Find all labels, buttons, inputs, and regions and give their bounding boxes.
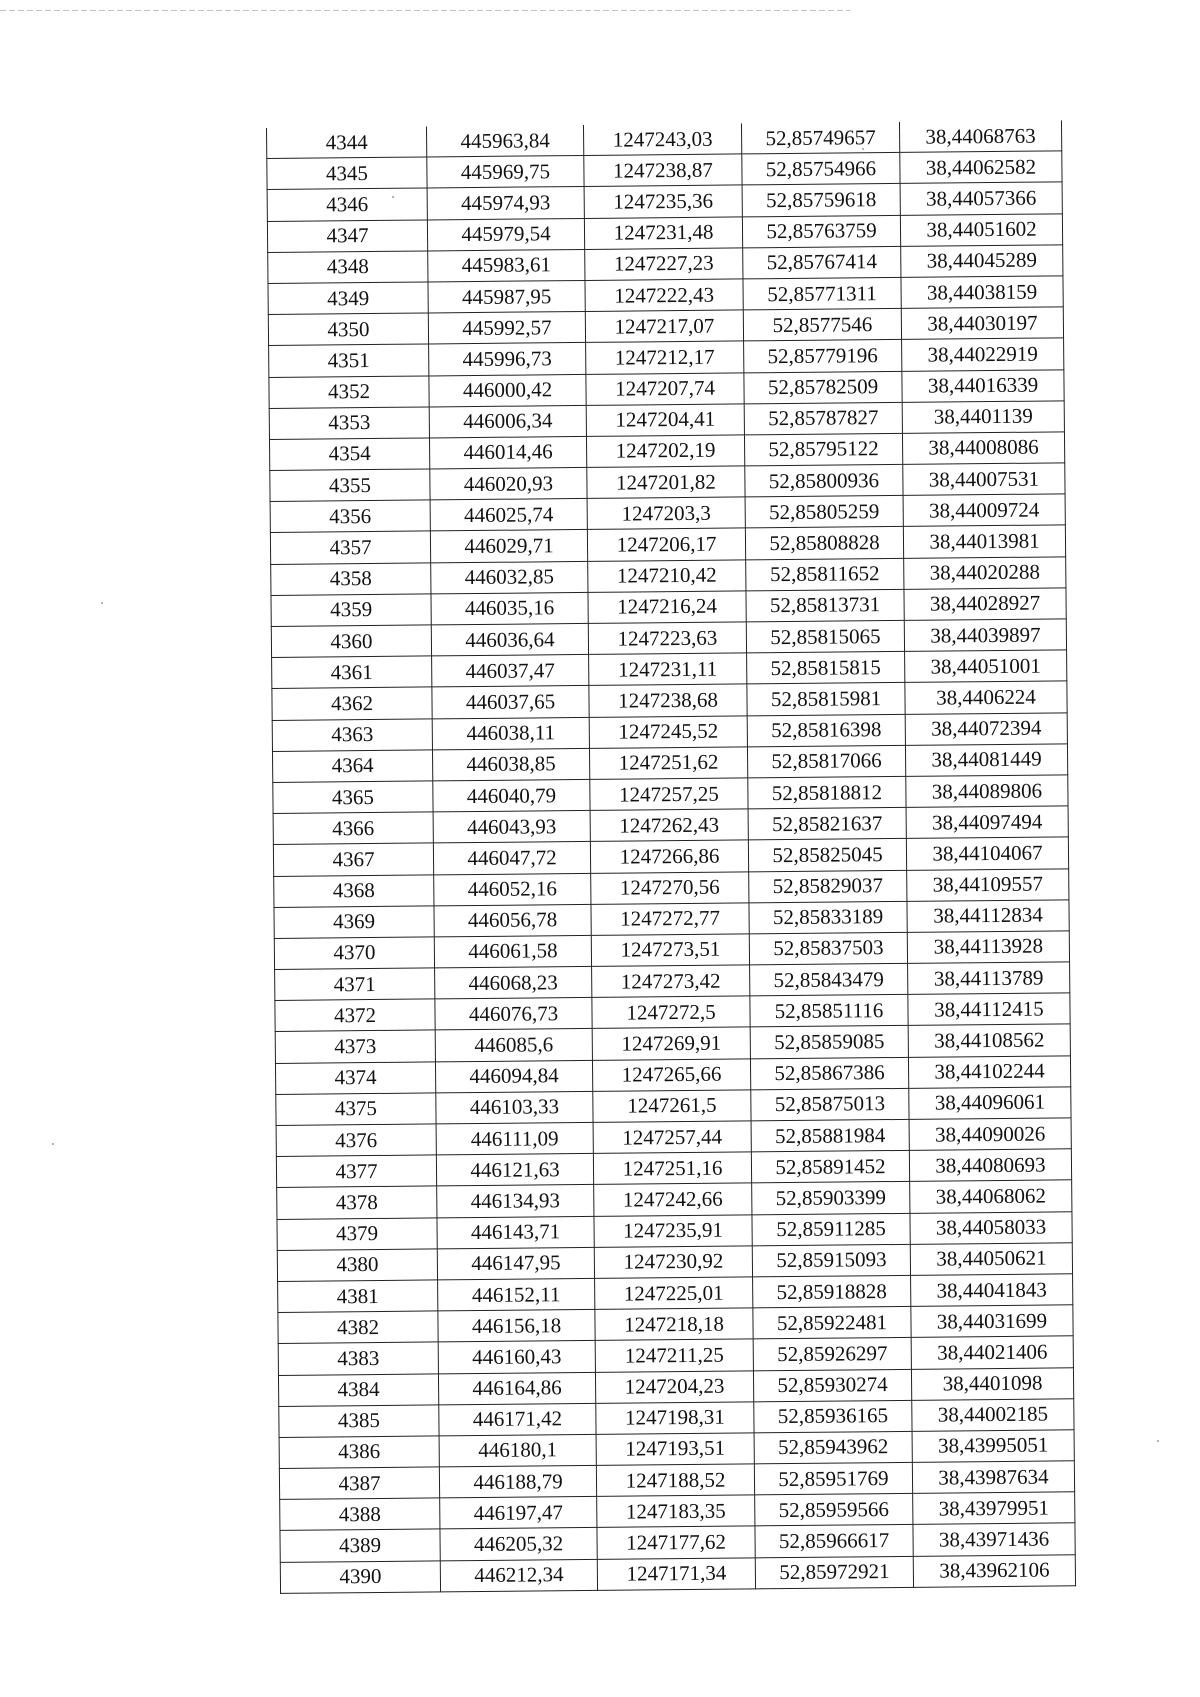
x-coordinate-cell: 446061,58 — [434, 935, 591, 968]
x-coordinate-cell: 445996,73 — [429, 343, 586, 376]
y-coordinate-cell: 1247251,62 — [589, 747, 747, 780]
point-number-cell: 4390 — [280, 1561, 440, 1594]
point-number-cell: 4348 — [268, 251, 428, 284]
latitude-cell: 52,85818812 — [748, 776, 906, 809]
y-coordinate-cell: 1247235,91 — [594, 1214, 752, 1247]
point-number-cell: 4355 — [270, 469, 430, 502]
longitude-cell: 38,44072394 — [905, 712, 1067, 745]
point-number-cell: 4380 — [277, 1249, 437, 1282]
y-coordinate-cell: 1247223,63 — [588, 622, 746, 655]
x-coordinate-cell: 446043,93 — [433, 811, 590, 844]
point-number-cell: 4352 — [269, 375, 429, 408]
longitude-cell: 38,44020288 — [904, 556, 1066, 589]
x-coordinate-cell: 446056,78 — [434, 904, 591, 937]
y-coordinate-cell: 1247242,66 — [594, 1183, 752, 1216]
y-coordinate-cell: 1247245,52 — [589, 715, 747, 748]
x-coordinate-cell: 446134,93 — [437, 1185, 594, 1218]
y-coordinate-cell: 1247270,56 — [591, 871, 749, 904]
y-coordinate-cell: 1247222,43 — [585, 279, 743, 312]
point-number-cell: 4387 — [279, 1467, 439, 1500]
x-coordinate-cell: 446111,09 — [436, 1122, 593, 1155]
latitude-cell: 52,85922481 — [753, 1306, 911, 1339]
x-coordinate-cell: 446040,79 — [433, 779, 590, 812]
point-number-cell: 4382 — [278, 1311, 438, 1344]
point-number-cell: 4381 — [278, 1280, 438, 1313]
y-coordinate-cell: 1247218,18 — [595, 1308, 753, 1341]
point-number-cell: 4363 — [272, 718, 432, 751]
x-coordinate-cell: 446121,63 — [436, 1154, 593, 1187]
point-number-cell: 4368 — [274, 874, 434, 907]
point-number-cell: 4365 — [273, 781, 433, 814]
point-number-cell: 4358 — [271, 563, 431, 596]
x-coordinate-cell: 445969,75 — [427, 156, 584, 189]
latitude-cell: 52,85936165 — [754, 1400, 912, 1433]
latitude-cell: 52,85787827 — [744, 402, 902, 435]
y-coordinate-cell: 1247227,23 — [585, 248, 743, 281]
x-coordinate-cell: 446152,11 — [438, 1278, 595, 1311]
y-coordinate-cell: 1247238,87 — [584, 154, 742, 187]
latitude-cell: 52,85903399 — [752, 1182, 910, 1215]
point-number-cell: 4378 — [277, 1186, 437, 1219]
latitude-cell: 52,85795122 — [744, 433, 902, 466]
longitude-cell: 38,44096061 — [909, 1087, 1071, 1120]
x-coordinate-cell: 446038,85 — [432, 748, 589, 781]
longitude-cell: 38,4401098 — [911, 1367, 1073, 1400]
longitude-cell: 38,44008086 — [902, 432, 1064, 465]
point-number-cell: 4377 — [276, 1155, 436, 1188]
longitude-cell: 38,44016339 — [902, 369, 1064, 402]
y-coordinate-cell: 1247217,07 — [585, 310, 743, 343]
y-coordinate-cell: 1247216,24 — [588, 591, 746, 624]
point-number-cell: 4374 — [275, 1062, 435, 1095]
longitude-cell: 38,44051602 — [900, 213, 1062, 246]
point-number-cell: 4351 — [269, 344, 429, 377]
y-coordinate-cell: 1247257,25 — [590, 778, 748, 811]
x-coordinate-cell: 446103,33 — [436, 1091, 593, 1124]
latitude-cell: 52,85859085 — [750, 1026, 908, 1059]
latitude-cell: 52,85759618 — [742, 184, 900, 217]
y-coordinate-cell: 1247257,44 — [593, 1121, 751, 1154]
longitude-cell: 38,44068763 — [899, 120, 1061, 152]
x-coordinate-cell: 445963,84 — [426, 125, 583, 157]
longitude-cell: 38,44007531 — [903, 463, 1065, 496]
longitude-cell: 38,44081449 — [905, 744, 1067, 777]
x-coordinate-cell: 446000,42 — [429, 374, 586, 407]
y-coordinate-cell: 1247266,86 — [590, 840, 748, 873]
point-number-cell: 4371 — [275, 968, 435, 1001]
point-number-cell: 4346 — [267, 188, 427, 221]
longitude-cell: 38,44068062 — [910, 1180, 1072, 1213]
point-number-cell: 4388 — [280, 1498, 440, 1531]
y-coordinate-cell: 1247243,03 — [583, 123, 741, 155]
y-coordinate-cell: 1247201,82 — [587, 466, 745, 499]
point-number-cell: 4361 — [272, 656, 432, 689]
longitude-cell: 38,44104067 — [906, 837, 1068, 870]
y-coordinate-cell: 1247204,23 — [595, 1370, 753, 1403]
longitude-cell: 38,44045289 — [901, 245, 1063, 278]
y-coordinate-cell: 1247238,68 — [589, 684, 747, 717]
latitude-cell: 52,85833189 — [749, 901, 907, 934]
x-coordinate-cell: 446068,23 — [435, 966, 592, 999]
x-coordinate-cell: 446143,71 — [437, 1216, 594, 1249]
point-number-cell: 4373 — [275, 1030, 435, 1063]
point-number-cell: 4357 — [270, 531, 430, 564]
x-coordinate-cell: 446029,71 — [430, 530, 587, 563]
point-number-cell: 4369 — [274, 906, 434, 939]
latitude-cell: 52,85815065 — [746, 620, 904, 653]
longitude-cell: 38,44057366 — [900, 182, 1062, 215]
latitude-cell: 52,85771311 — [743, 277, 901, 310]
latitude-cell: 52,85821637 — [748, 808, 906, 841]
point-number-cell: 4385 — [279, 1405, 439, 1438]
longitude-cell: 38,44031699 — [911, 1305, 1073, 1338]
latitude-cell: 52,85782509 — [744, 371, 902, 404]
latitude-cell: 52,85779196 — [744, 340, 902, 373]
point-number-cell: 4386 — [279, 1436, 439, 1469]
latitude-cell: 52,85754966 — [742, 153, 900, 186]
point-number-cell: 4372 — [275, 999, 435, 1032]
y-coordinate-cell: 1247230,92 — [594, 1246, 752, 1279]
y-coordinate-cell: 1247231,11 — [589, 653, 747, 686]
latitude-cell: 52,85805259 — [745, 496, 903, 529]
y-coordinate-cell: 1247198,31 — [596, 1402, 754, 1435]
longitude-cell: 38,43987634 — [912, 1461, 1074, 1494]
y-coordinate-cell: 1247251,16 — [593, 1152, 751, 1185]
latitude-cell: 52,85837503 — [749, 932, 907, 965]
latitude-cell: 52,85943962 — [754, 1431, 912, 1464]
point-number-cell: 4359 — [271, 594, 431, 627]
x-coordinate-cell: 446180,1 — [439, 1434, 596, 1467]
longitude-cell: 38,44009724 — [903, 494, 1065, 527]
longitude-cell: 38,44022919 — [902, 338, 1064, 371]
latitude-cell: 52,85813731 — [746, 589, 904, 622]
longitude-cell: 38,44102244 — [908, 1055, 1070, 1088]
y-coordinate-cell: 1247212,17 — [586, 341, 744, 374]
x-coordinate-cell: 446188,79 — [439, 1465, 596, 1498]
y-coordinate-cell: 1247171,34 — [597, 1557, 755, 1590]
latitude-cell: 52,85875013 — [751, 1088, 909, 1121]
longitude-cell: 38,44051001 — [905, 650, 1067, 683]
y-coordinate-cell: 1247265,66 — [592, 1059, 750, 1092]
x-coordinate-cell: 446212,34 — [440, 1559, 597, 1592]
longitude-cell: 38,44013981 — [903, 525, 1065, 558]
longitude-cell: 38,44058033 — [910, 1211, 1072, 1244]
longitude-cell: 38,44113928 — [907, 931, 1069, 964]
latitude-cell: 52,85816398 — [747, 714, 905, 747]
x-coordinate-cell: 446171,42 — [439, 1403, 596, 1436]
latitude-cell: 52,85763759 — [742, 215, 900, 248]
latitude-cell: 52,85930274 — [753, 1369, 911, 1402]
longitude-cell: 38,44002185 — [912, 1398, 1074, 1431]
longitude-cell: 38,43962106 — [913, 1554, 1075, 1587]
longitude-cell: 38,44050621 — [910, 1243, 1072, 1276]
x-coordinate-cell: 446025,74 — [430, 499, 587, 532]
x-coordinate-cell: 446006,34 — [429, 405, 586, 438]
longitude-cell: 38,44090026 — [909, 1118, 1071, 1151]
x-coordinate-cell: 446014,46 — [429, 436, 586, 469]
latitude-cell: 52,85767414 — [743, 246, 901, 279]
point-number-cell: 4370 — [274, 937, 434, 970]
x-coordinate-cell: 445992,57 — [428, 312, 585, 345]
point-number-cell: 4350 — [268, 313, 428, 346]
scan-edge-line — [0, 10, 850, 11]
point-number-cell: 4376 — [276, 1124, 436, 1157]
latitude-cell: 52,85911285 — [752, 1213, 910, 1246]
longitude-cell: 38,44021406 — [911, 1336, 1073, 1369]
longitude-cell: 38,44030197 — [901, 307, 1063, 340]
x-coordinate-cell: 446160,43 — [438, 1341, 595, 1374]
x-coordinate-cell: 446147,95 — [437, 1247, 594, 1280]
x-coordinate-cell: 446052,16 — [434, 873, 591, 906]
x-coordinate-cell: 446037,47 — [432, 655, 589, 688]
x-coordinate-cell: 446205,32 — [440, 1528, 597, 1561]
longitude-cell: 38,44039897 — [904, 619, 1066, 652]
latitude-cell: 52,85851116 — [750, 995, 908, 1028]
point-number-cell: 4344 — [266, 126, 426, 158]
point-number-cell: 4366 — [273, 812, 433, 845]
longitude-cell: 38,44097494 — [906, 806, 1068, 839]
point-number-cell: 4375 — [276, 1093, 436, 1126]
longitude-cell: 38,44080693 — [909, 1149, 1071, 1182]
scan-speck — [1157, 1440, 1159, 1442]
latitude-cell: 52,85843479 — [750, 963, 908, 996]
latitude-cell: 52,8577546 — [743, 309, 901, 342]
x-coordinate-cell: 446076,73 — [435, 998, 592, 1031]
coordinates-table — [266, 120, 1076, 1593]
y-coordinate-cell: 1247225,01 — [595, 1277, 753, 1310]
longitude-cell: 38,43995051 — [912, 1430, 1074, 1463]
longitude-cell: 38,4406224 — [905, 681, 1067, 714]
latitude-cell: 52,85811652 — [746, 558, 904, 591]
scan-speck — [52, 1143, 54, 1145]
x-coordinate-cell: 445974,93 — [427, 187, 584, 220]
longitude-cell: 38,44109557 — [907, 868, 1069, 901]
x-coordinate-cell: 446038,11 — [432, 717, 589, 750]
longitude-cell: 38,44062582 — [900, 151, 1062, 184]
x-coordinate-cell: 445979,54 — [427, 218, 584, 251]
x-coordinate-cell: 446032,85 — [431, 561, 588, 594]
y-coordinate-cell: 1247204,41 — [586, 404, 744, 437]
longitude-cell: 38,44028927 — [904, 588, 1066, 621]
y-coordinate-cell: 1247211,25 — [595, 1339, 753, 1372]
longitude-cell: 38,44113789 — [908, 962, 1070, 995]
y-coordinate-cell: 1247273,51 — [591, 934, 749, 967]
table-row — [280, 1554, 1075, 1593]
latitude-cell: 52,85918828 — [753, 1275, 911, 1308]
latitude-cell: 52,85808828 — [745, 527, 903, 560]
longitude-cell: 38,43971436 — [913, 1523, 1075, 1556]
x-coordinate-cell: 446085,6 — [435, 1029, 592, 1062]
point-number-cell: 4379 — [277, 1217, 437, 1250]
longitude-cell: 38,44089806 — [906, 775, 1068, 808]
y-coordinate-cell: 1247188,52 — [596, 1464, 754, 1497]
latitude-cell: 52,85951769 — [754, 1462, 912, 1495]
y-coordinate-cell: 1247177,62 — [597, 1526, 755, 1559]
x-coordinate-cell: 445987,95 — [428, 280, 585, 313]
x-coordinate-cell: 446035,16 — [431, 592, 588, 625]
point-number-cell: 4367 — [273, 843, 433, 876]
latitude-cell: 52,85829037 — [749, 870, 907, 903]
point-number-cell: 4347 — [267, 220, 427, 253]
longitude-cell: 38,44112834 — [907, 900, 1069, 933]
longitude-cell: 38,44108562 — [908, 1024, 1070, 1057]
point-number-cell: 4345 — [267, 157, 427, 190]
x-coordinate-cell: 445983,61 — [428, 249, 585, 282]
latitude-cell: 52,85926297 — [753, 1338, 911, 1371]
point-number-cell: 4356 — [270, 500, 430, 533]
latitude-cell: 52,85825045 — [748, 839, 906, 872]
y-coordinate-cell: 1247231,48 — [584, 216, 742, 249]
y-coordinate-cell: 1247235,36 — [584, 185, 742, 218]
longitude-cell: 38,4401139 — [902, 401, 1064, 434]
y-coordinate-cell: 1247202,19 — [586, 435, 744, 468]
longitude-cell: 38,44041843 — [911, 1274, 1073, 1307]
point-number-cell: 4389 — [280, 1529, 440, 1562]
longitude-cell: 38,44112415 — [908, 993, 1070, 1026]
point-number-cell: 4360 — [271, 625, 431, 658]
latitude-cell: 52,85959566 — [755, 1494, 913, 1527]
point-number-cell: 4384 — [278, 1373, 438, 1406]
longitude-cell: 38,44038159 — [901, 276, 1063, 309]
x-coordinate-cell: 446164,86 — [438, 1372, 595, 1405]
y-coordinate-cell: 1247206,17 — [587, 528, 745, 561]
longitude-cell: 38,43979951 — [913, 1492, 1075, 1525]
y-coordinate-cell: 1247269,91 — [592, 1027, 750, 1060]
y-coordinate-cell: 1247207,74 — [586, 372, 744, 405]
latitude-cell: 52,85891452 — [751, 1151, 909, 1184]
x-coordinate-cell: 446047,72 — [433, 842, 590, 875]
latitude-cell: 52,85815815 — [747, 652, 905, 685]
y-coordinate-cell: 1247261,5 — [593, 1090, 751, 1123]
x-coordinate-cell: 446197,47 — [440, 1497, 597, 1530]
latitude-cell: 52,85881984 — [751, 1119, 909, 1152]
latitude-cell: 52,85817066 — [747, 745, 905, 778]
y-coordinate-cell: 1247203,3 — [587, 497, 745, 530]
latitude-cell: 52,85815981 — [747, 683, 905, 716]
x-coordinate-cell: 446020,93 — [430, 467, 587, 500]
point-number-cell: 4354 — [269, 438, 429, 471]
x-coordinate-cell: 446037,65 — [432, 686, 589, 719]
y-coordinate-cell: 1247210,42 — [588, 560, 746, 593]
latitude-cell: 52,85800936 — [745, 464, 903, 497]
point-number-cell: 4349 — [268, 282, 428, 315]
y-coordinate-cell: 1247262,43 — [590, 809, 748, 842]
point-number-cell: 4353 — [269, 407, 429, 440]
latitude-cell: 52,85749657 — [741, 122, 899, 154]
y-coordinate-cell: 1247193,51 — [596, 1433, 754, 1466]
y-coordinate-cell: 1247183,35 — [597, 1495, 755, 1528]
y-coordinate-cell: 1247273,42 — [592, 965, 750, 998]
point-number-cell: 4364 — [272, 750, 432, 783]
scan-speck — [101, 602, 103, 604]
x-coordinate-cell: 446156,18 — [438, 1310, 595, 1343]
point-number-cell: 4383 — [278, 1342, 438, 1375]
x-coordinate-cell: 446094,84 — [435, 1060, 592, 1093]
latitude-cell: 52,85972921 — [755, 1556, 913, 1589]
point-number-cell: 4362 — [272, 687, 432, 720]
latitude-cell: 52,85867386 — [750, 1057, 908, 1090]
y-coordinate-cell: 1247272,77 — [591, 903, 749, 936]
x-coordinate-cell: 446036,64 — [431, 623, 588, 656]
latitude-cell: 52,85966617 — [755, 1525, 913, 1558]
coordinates-table-body — [266, 120, 1075, 1593]
y-coordinate-cell: 1247272,5 — [592, 996, 750, 1029]
latitude-cell: 52,85915093 — [752, 1244, 910, 1277]
